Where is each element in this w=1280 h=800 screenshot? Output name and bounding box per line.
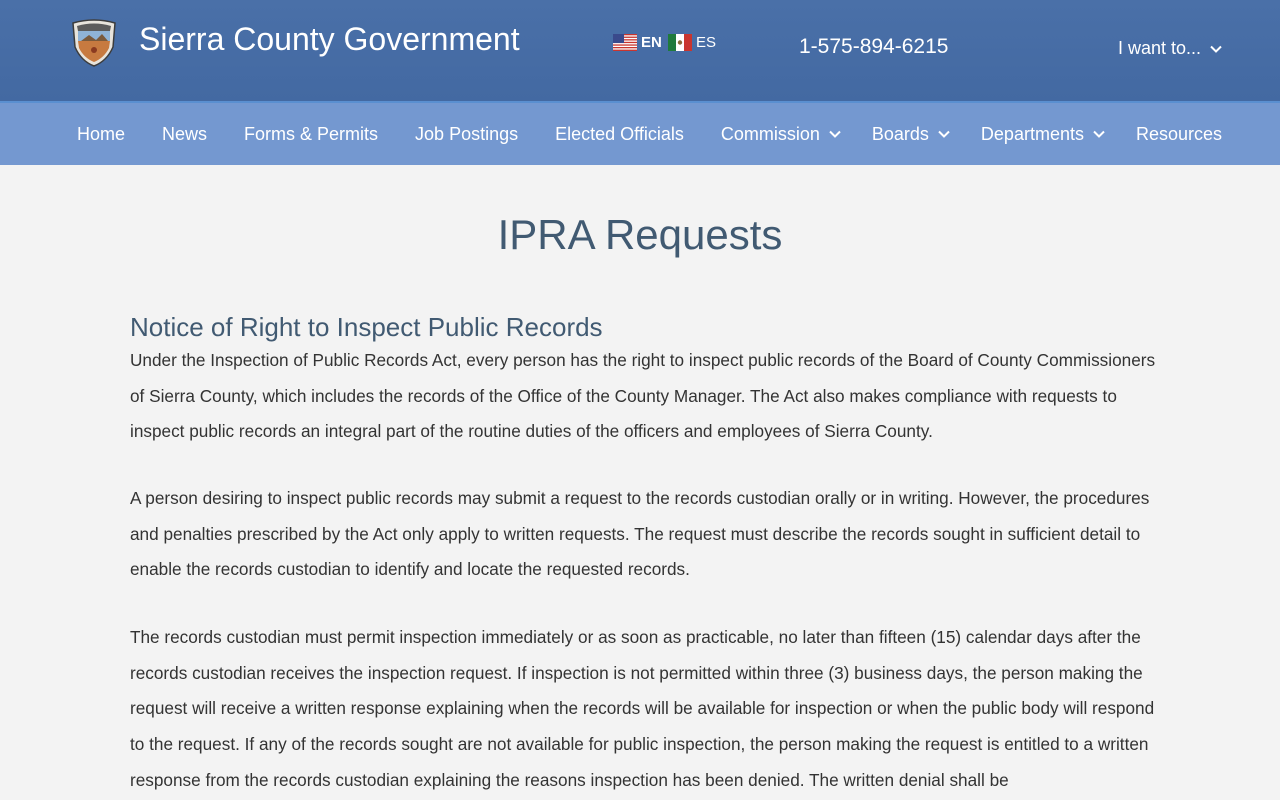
paragraph: Under the Inspection of Public Records Act, every person has the right to inspect public records of the Board of County Commissioners of Sierra County, which includes the records of the Office of the County Manager. The Act also makes compliance with requests to inspect public records an integral part of the routine duties of the officers and employees of Sierra County. bbox=[130, 350, 1156, 442]
page-title: IPRA Requests bbox=[497, 211, 783, 258]
language-en-button[interactable] bbox=[613, 34, 662, 51]
nav-item-label: Commission bbox=[720, 123, 820, 144]
i-want-to-label: I want to... bbox=[1118, 38, 1202, 58]
nav-item-label: Resources bbox=[1135, 123, 1223, 144]
nav-item-home[interactable] bbox=[77, 124, 125, 145]
section-heading: Notice of Right to Inspect Public Records bbox=[130, 312, 603, 342]
nav-item-departments[interactable] bbox=[981, 124, 1106, 145]
county-seal-logo-icon[interactable] bbox=[69, 17, 119, 67]
paragraph: A person desiring to inspect public records may submit a request to the records custodian orally or in writing. However, the procedures and penalties prescribed by the Act only apply to written requests. The request must describe the records sought in sufficient detail to enable the records custodian to identify and locate the requested records. bbox=[130, 488, 1150, 580]
nav-item-label: Forms & Permits bbox=[244, 123, 379, 144]
nav-item-label: Boards bbox=[871, 123, 929, 144]
chevron-down-icon bbox=[828, 127, 842, 141]
nav-item-label: Departments bbox=[980, 123, 1084, 144]
mexico-flag-icon bbox=[668, 34, 692, 51]
nav-item-label: Home bbox=[77, 123, 126, 144]
i-want-to-dropdown[interactable] bbox=[1118, 38, 1223, 59]
nav-item-label: News bbox=[162, 123, 208, 144]
language-en-label: EN bbox=[641, 34, 662, 51]
language-es-button[interactable] bbox=[668, 34, 716, 51]
nav-item-news[interactable] bbox=[162, 124, 207, 145]
nav-item-elected-officials[interactable] bbox=[555, 124, 684, 145]
chevron-down-icon bbox=[1209, 42, 1223, 56]
site-title[interactable]: Sierra County Government bbox=[139, 21, 520, 57]
nav-item-boards[interactable] bbox=[872, 124, 951, 145]
phone-number-link[interactable]: 1-575-894-6215 bbox=[799, 35, 949, 58]
language-es-label: ES bbox=[696, 34, 717, 51]
nav-item-label: Elected Officials bbox=[555, 123, 684, 144]
site-header bbox=[0, 0, 1280, 103]
nav-list bbox=[77, 103, 1222, 165]
us-flag-icon bbox=[613, 34, 637, 51]
paragraph: The records custodian must permit inspection immediately or as soon as practicable, no later than fifteen (15) calendar days after the records custodian receives the inspection request. If inspection is not permitted within three (3) business days, the person making the request will receive a written response explaining when the records will be available for inspection or when the public body will respond to the request. If any of the records sought are not available for public inspection, the person making the request is entitled to a written response from the records custodian explaining the reasons inspection has been denied. The written denial shall be bbox=[130, 627, 1155, 790]
chevron-down-icon bbox=[937, 127, 951, 141]
main-navigation bbox=[0, 103, 1280, 165]
nav-item-forms-permits[interactable] bbox=[244, 124, 378, 145]
nav-item-job-postings[interactable] bbox=[415, 124, 518, 145]
nav-item-resources[interactable] bbox=[1136, 124, 1222, 145]
chevron-down-icon bbox=[1092, 127, 1106, 141]
nav-item-label: Job Postings bbox=[415, 123, 519, 144]
nav-item-commission[interactable] bbox=[721, 124, 842, 145]
